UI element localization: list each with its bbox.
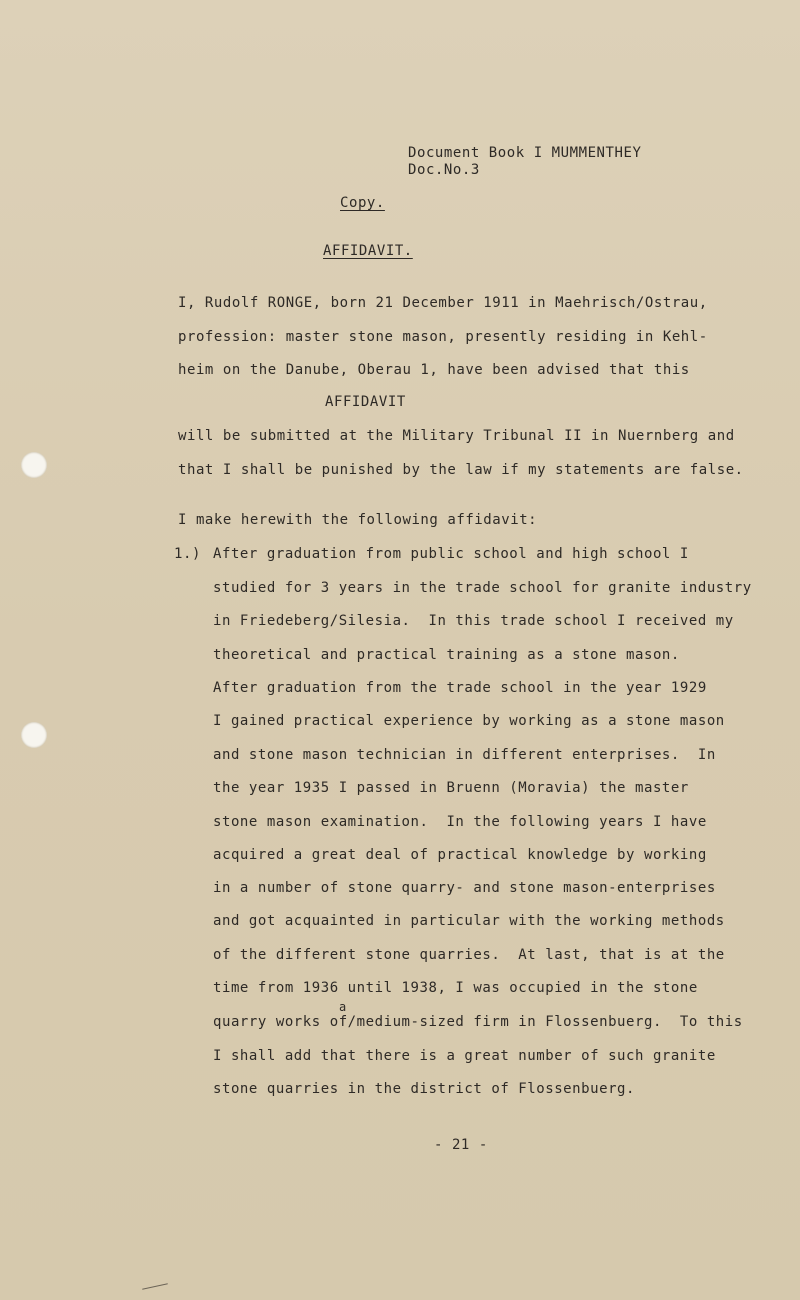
- item-line: time from 1936 until 1938, I was occupied in the stone: [213, 980, 698, 996]
- page-number: - 21 -: [434, 1137, 488, 1153]
- item-line: After graduation from the trade school in the year 1929: [213, 680, 707, 696]
- item-line: I gained practical experience by working as a stone mason: [213, 713, 725, 729]
- pen-mark: [142, 1283, 168, 1289]
- affidavit-statement-line: I make herewith the following affidavit:: [178, 512, 538, 528]
- item-line: in a number of stone quarry- and stone mason-enterprises: [213, 880, 716, 896]
- document-number: Doc.No.3: [408, 162, 480, 178]
- item-number: 1.): [174, 546, 201, 562]
- item-line: of the different stone quarries. At last, that is at the: [213, 947, 725, 963]
- item-line: theoretical and practical training as a stone mason.: [213, 647, 680, 663]
- item-line: and stone mason technician in different enterprises. In: [213, 747, 716, 763]
- punch-hole-bottom: [21, 722, 47, 748]
- item-line: quarry works of/medium-sized firm in Flossenbuerg. To this: [213, 1014, 743, 1030]
- item-line: stone quarries in the district of Flossenbuerg.: [213, 1081, 635, 1097]
- item-line: I shall add that there is a great number of such granite: [213, 1048, 716, 1064]
- intro-line: will be submitted at the Military Tribunal II in Nuernberg and: [178, 428, 735, 444]
- handwritten-insertion: a: [339, 1000, 347, 1014]
- intro-line: that I shall be punished by the law if my statements are false.: [178, 462, 744, 478]
- item-line: After graduation from public school and high school I: [213, 546, 689, 562]
- intro-line: I, Rudolf RONGE, born 21 December 1911 in Maehrisch/Ostrau,: [178, 295, 708, 311]
- item-line: acquired a great deal of practical knowledge by working: [213, 847, 707, 863]
- punch-hole-top: [21, 452, 47, 478]
- item-line: in Friedeberg/Silesia. In this trade school I received my: [213, 613, 734, 629]
- affidavit-center-label: AFFIDAVIT: [325, 394, 406, 410]
- copy-label: Copy.: [340, 195, 385, 211]
- intro-line: profession: master stone mason, presently residing in Kehl-: [178, 329, 708, 345]
- document-book-line: Document Book I MUMMENTHEY: [408, 145, 642, 161]
- item-line: and got acquainted in particular with the working methods: [213, 913, 725, 929]
- item-line: the year 1935 I passed in Bruenn (Moravia) the master: [213, 780, 689, 796]
- intro-line: heim on the Danube, Oberau 1, have been advised that this: [178, 362, 690, 378]
- item-line: stone mason examination. In the following years I have: [213, 814, 707, 830]
- item-line: studied for 3 years in the trade school for granite industry: [213, 580, 752, 596]
- affidavit-title: AFFIDAVIT.: [323, 243, 413, 259]
